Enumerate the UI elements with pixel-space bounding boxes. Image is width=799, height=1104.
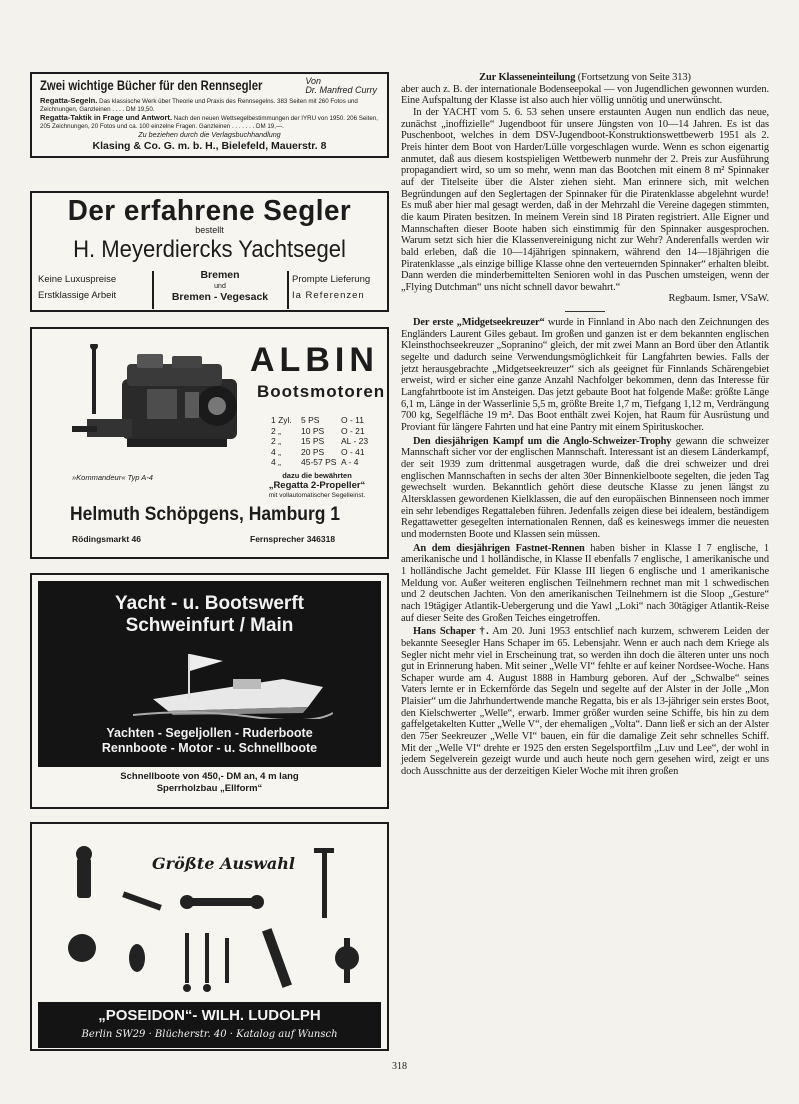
ad-sails-mid: Bremen und Bremen - Vegesack xyxy=(171,269,269,303)
ad-sails-right: Prompte Lieferung Ia Referenzen xyxy=(292,274,371,301)
boat-engine-image xyxy=(67,344,247,469)
article-paragraph: aber auch z. B. der internationale Bodenseepokal — von Jugendlichen gewonnen wurden. Eine Aufspaltung der Klasse ist also auch hier völlig unnötig und unerwünscht. xyxy=(401,83,769,107)
ad-werft-footer: Schnellboote von 450,- DM an, 4 m lang Sperrholzbau „Ellform“ xyxy=(120,771,299,794)
ad-albin-sub: Bootsmotoren xyxy=(257,382,386,401)
spec-row: 1 Zyl. 5 PS O - 11 xyxy=(271,415,364,425)
divider xyxy=(152,271,154,309)
ad-sails-headline: Der erfahrene Segler xyxy=(67,195,352,227)
ad-books-headline: Zwei wichtige Bücher für den Rennsegler xyxy=(40,78,263,93)
news-item: Den diesjährigen Kampf um die Anglo-Schweizer-Trophy gewann die schweizer Mannschaft sicher vor der englischen Mannschaft. Interessant ist an diesem Länderkampf, der seit 1939 zum drittenmal ausgetragen wurde, daß die drei schweizer und drei englischen Mannschaften in sechs der alten 30er Binnenkielboote segelten, die jeden Tag gewechselt wurden. Bekanntlich gehört diese deutsche Klasse zu jenen längst zu Altersklassen gewordenen Kielklassen, die auf den europäischen Binnenseen noch immer ein sehr lebendiges Regattaleben führen. Jedenfalls zeigen diese bei idealem, beständigem Regattawetter gesegelten internationalen Rennen, daß es keineswegs immer die neuesten und modernsten Boote und Klassen sein müssen. xyxy=(401,435,769,540)
ad-books-book2: Regatta-Taktik in Frage und Antwort. Nach den neuen Wettsegelbestimmungen der IYRU von 1950. 206 Seiten, 205 Zeichnungen, 20 Fotos und ca. 100 einzelne Fragen. Ganzleinen . . . . . . . DM 19,—. xyxy=(40,113,378,130)
speedboat-image xyxy=(133,649,333,719)
article-column xyxy=(401,72,769,778)
ad-sails-firm: H. Meyerdiercks Yachtsegel xyxy=(73,236,346,263)
ad-books-book1: Regatta-Segeln. Das klassische Werk über Theorie und Praxis des Rennsegelns. 383 Seiten mit 260 Fotos und Zeichnungen, Ganzleinen . . . . DM 19,50. xyxy=(40,96,358,113)
ad-books-publisher: Klasing & Co. G. m. b. H., Bielefeld, Mauerstr. 8 xyxy=(92,140,327,152)
ad-poseidon-footer xyxy=(38,1002,381,1048)
ad-albin-name: ALBIN xyxy=(250,341,379,379)
ad-books-order: Zu beziehen durch die Verlagsbuchhandlung xyxy=(138,130,281,139)
news-item: An dem diesjährigen Fastnet-Rennen haben bisher in Klasse I 7 englische, 1 amerikanische und 1 holländische, in Klasse II ebenfalls 7 englische, 1 amerikanische und 1 holländische Jacht gemeldet. Für Klasse III liegen 6 englische und 1 amerikanische Meldung vor. Außer weiteren englischen Teilnehmern rechnet man mit 1 schwedischen und 2 deutschen Jachten. Von den amerikanischen Teilnehmern ist die Sloop „Gesture“ nach 19tägiger Atlantik-Uebergerung und die Yawl „Loki“ nach 30tägiger Atlantik-Reise auf dieser Seite des Großen Teiches eingetroffen. xyxy=(401,542,769,624)
ad-albin-phone: Fernsprecher 346318 xyxy=(250,534,336,544)
spec-row: 2 „ 10 PS O - 21 xyxy=(271,425,365,436)
ad-werft-categories: Yachten - Segeljollen - Ruderboote Rennboote - Motor - u. Schnellboote xyxy=(101,726,318,755)
news-item: Hans Schaper †. Am 20. Juni 1953 entschlief nach kurzem, schwerem Leiden der bekannte Seesegler Hans Schaper im 65. Lebensjahr. Wenn er auch nach dem Kriege als Segler nicht mehr viel in Erscheinung trat, so werden ihn doch die älteren unter uns noch gut in Erinnerung haben. Mit seiner „Welle VI“ fehlte er auf keiner Nordsee-Woche. Hans Schaper wurde am 4. August 1888 in Hamburg geboren. Auf der „Schwalbe“ seines Vaters lernte er in Eckernförde das Segeln und segelte auf der Alster in der Jolle „Mon Plaisier“ um die Jahrhundertwende manche Regatta, bis er als 13-jähriger sein erstes Boot, den Kielschwerter „Welle“, erwarb. Immer größer wurden seine Schiffe, bis hin zu dem gaffelgetakelten Kutter „Welle V“, der ehemaligen „Volta“. Dann ließ er sich an der Alster den 75er Seekreuzer „Welle VI“ bauen, ein für die damalige Zeit sehr schnelles Schiff. Mit der „Welle VI“ drehte er 1925 den ersten Segelsportfilm „Luv und Lee“, der wohl in jedem Segelverein gezeigt wurde und auch heute noch gern gesehen wird, zeigt er uns doch Ausschnitte aus der derzeitigen Kieler Woche mit ihren großen xyxy=(401,626,769,778)
ad-albin-address: Rödingsmarkt 46 xyxy=(72,534,141,544)
boat-hardware-image xyxy=(62,838,362,998)
article-paragraph: In der YACHT vom 5. 6. 53 sehen unsere erstaunten Augen nun endlich das neue, zunächst „inoffizielle“ Jugendboot für unsere Jüngsten von 10—14 Jahren. Es ist das Puschenboot, welches in dem DSV-Jugendboot-Konstruktionswettbewerb 1951 als 2. Preis hinter dem Boot von Harder/Lülle vorgeschlagen wurde. Wenn es schon eigenartig anmutet, daß aus diesem kostspieligen Wettbewerb nunmehr der 2. Preis zur Ausführung propagandiert wird, so um so mehr, wenn man das Bootchen mit einem 8 m² Spinnaker auf der Titelseite über die Alster ziehen sieht. Man erinnere sich, mit welchen Begründungen auf den Seglertagen der Spinnaker für die Piratenklasse abgelehnt wurde! Es muß aber hier mal gesagt werden, daß in der Mehrzahl die Vereine dagegen stimmten, die kaum Piraten besitzen. In meinem Verein sind 18 Piraten registriert. Alle Eigner und Mannschaften dieser Boote haben sich einstimmig für den Spinnaker ausgesprochen. Warum setzt sich hier die Klassenvereinigung nicht zur Wehr? Anderenfalls werden wir bald erleben, daß die 10—14jährigen spinnakern, während den 14—18jährigen die Piratenklasse „als einzige billige Klasse ohne den verteuernden Spinnaker“ erhalten bleibt. Dann werden die minderbemittelten Senioren wohl in das Puschen umsteigen, wenn der „Flying Dutchman“ uns nicht schnell davor bewahrt.“ xyxy=(401,106,770,293)
ad-werft-title: Yacht - u. Bootswerft Schweinfurt / Main xyxy=(115,593,304,636)
ad-werft-panel xyxy=(38,581,381,767)
ad-albin-specs xyxy=(271,415,368,468)
spec-row: 4 „ 20 PS O - 41 xyxy=(271,446,365,457)
divider xyxy=(287,271,289,309)
ad-albin-firm: Helmuth Schöpgens, Hamburg 1 xyxy=(70,504,341,525)
article-heading: Zur Klasseneinteilung (Fortsetzung von Seite 313) xyxy=(479,72,691,83)
ad-books-author: Von Dr. Manfred Curry xyxy=(305,76,377,95)
ad-sails-bestellt: bestellt xyxy=(195,225,224,235)
page-number: 318 xyxy=(392,1061,407,1072)
divider xyxy=(565,311,605,312)
ad-poseidon-address: Berlin SW29 · Blücherstr. 40 · Katalog auf Wunsch xyxy=(81,1029,338,1040)
news-item: Der erste „Midgetseekreuzer“ wurde in Finnland in Abo nach den Zeichnungen des Engländers Laurent Giles gebaut. Im großen und ganzen ist er dem bekannten englischen Kleinsthochseekreuzer „Sopranino“ gleich, der mit zwei Mann an Bord über den Atlantik segelte und dadurch seine Verwendungsmöglichkeit für Langfahrten bewies. Falls der jetzt herausgebrachte „Midgetseekreuzer“ sich als geeignet für Finnlands Schärengebiet erweist, wird er sicher eine ganze Anzahl Nachfolger bekommen, denn das Interesse für Langfahrtboote ist im Ansteigen. Das jetzt gebaute Boot hat folgende Maße: größte Länge 6,1 m, Länge in der Wasserlinie 5,5 m, größte Breite 1,7 m, Tiefgang 1,12 m, Verdrängung 700 kg, Segelfläche 19 m². Das Boot enthält zwei Kojen, hat Raum für Ausrüstung und Proviant für längere Fahrten und hat eine Pantry mit einem Spirituskocher. xyxy=(401,317,769,434)
spec-row: 2 „ 15 PS AL - 23 xyxy=(271,436,369,446)
ad-albin-propeller: dazu die bewährten „Regatta 2-Propeller“ mit vollautomatischer Segelleinst. xyxy=(268,471,366,499)
ad-poseidon-firm: „POSEIDON“- WILH. LUDOLPH xyxy=(98,1007,321,1024)
ad-werft xyxy=(30,573,389,809)
ad-sails-left: Keine Luxuspreise Erstklassige Arbeit xyxy=(38,274,117,301)
ad-albin-caption: »Kommandeur« Typ A-4 xyxy=(72,473,153,482)
spec-row: 4 „ 45-57 PS A - 4 xyxy=(271,457,359,467)
ad-poseidon-title: Größte Auswahl xyxy=(152,854,295,873)
ad-albin xyxy=(30,327,389,559)
ad-poseidon xyxy=(30,822,389,1051)
ad-books xyxy=(30,72,389,158)
article-signature: Regbaum. Ismer, VSaW. xyxy=(668,293,769,305)
ad-sails xyxy=(30,191,389,312)
